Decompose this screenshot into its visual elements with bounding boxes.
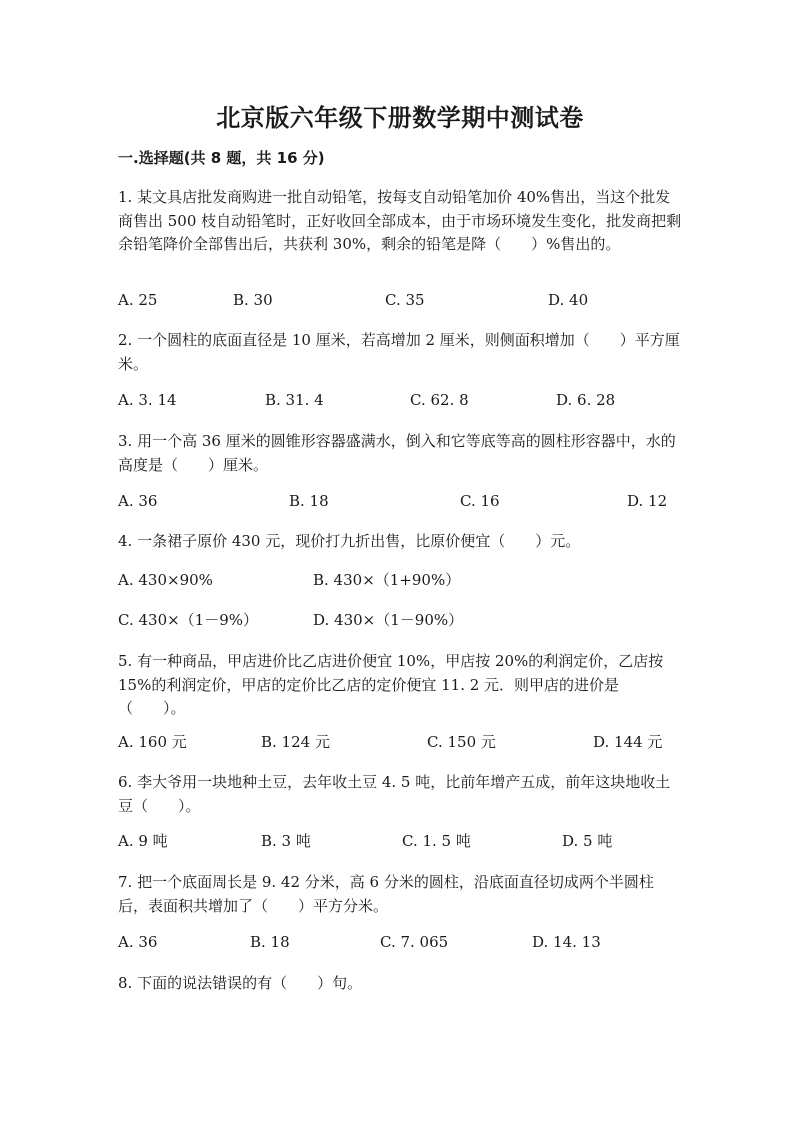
q4-option-d: D. 430×（1－90%） (313, 611, 464, 629)
q5-option-b: B. 124 元 (261, 733, 330, 751)
q6-option-c: C. 1. 5 吨 (402, 832, 471, 850)
q4-option-b: B. 430×（1+90%） (313, 571, 461, 589)
q4-option-a: A. 430×90% (118, 571, 213, 589)
q2-option-d: D. 6. 28 (556, 391, 616, 409)
q1-option-c: C. 35 (385, 291, 425, 309)
q5-option-a: A. 160 元 (118, 733, 187, 751)
q3-option-a: A. 36 (118, 492, 158, 510)
question-4: 4. 一条裙子原价 430 元，现价打九折出售，比原价便宜（ ）元。 (118, 532, 581, 550)
q1-option-d: D. 40 (548, 291, 589, 309)
q7-option-a: A. 36 (118, 933, 158, 951)
q2-option-a: A. 3. 14 (118, 391, 177, 409)
question-1: 1. 某文具店批发商购进一批自动铅笔，按每支自动铅笔加价 40%售出，当这个批发商售出 500 枝自动铅笔时，正好收回全部成本，由于市场环境发生变化，批发商把剩余铅笔降价全部售出后，共获利 30%，剩余的铅笔是降（ ）%售出的。 (118, 188, 682, 253)
q1-option-a: A. 25 (118, 291, 158, 309)
question-6: 6. 李大爷用一块地种土豆，去年收土豆 4. 5 吨，比前年增产五成，前年这块地收土豆（ ）。 (118, 773, 671, 815)
q2-option-c: C. 62. 8 (410, 391, 469, 409)
page-title: 北京版六年级下册数学期中测试卷 (216, 104, 584, 132)
q7-option-d: D. 14. 13 (532, 933, 601, 951)
q4-option-c: C. 430×（1－9%） (118, 611, 259, 629)
q6-option-d: D. 5 吨 (562, 832, 613, 850)
question-5: 5. 有一种商品，甲店进价比乙店进价便宜 10%，甲店按 20%的利润定价，乙店按 15%的利润定价，甲店的定价比乙店的定价便宜 11. 2 元．则甲店的进价是（ ）。 (118, 652, 664, 717)
question-2: 2. 一个圆柱的底面直径是 10 厘米，若高增加 2 厘米，则侧面积增加（ ）平方厘米。 (118, 331, 680, 373)
q6-option-b: B. 3 吨 (261, 832, 311, 850)
q3-option-c: C. 16 (460, 492, 500, 510)
q1-option-b: B. 30 (233, 291, 273, 309)
q7-option-c: C. 7. 065 (380, 933, 449, 951)
q7-option-b: B. 18 (250, 933, 290, 951)
q6-option-a: A. 9 吨 (118, 832, 168, 850)
q2-option-b: B. 31. 4 (265, 391, 324, 409)
question-8: 8. 下面的说法错误的有（ ）句。 (118, 974, 363, 992)
q3-option-d: D. 12 (627, 492, 668, 510)
question-3: 3. 用一个高 36 厘米的圆锥形容器盛满水，倒入和它等底等高的圆柱形容器中，水的高度是（ ）厘米。 (118, 432, 676, 474)
section-heading: 一.选择题(共 8 题，共 16 分) (118, 149, 325, 167)
q5-option-d: D. 144 元 (593, 733, 663, 751)
q5-option-c: C. 150 元 (427, 733, 496, 751)
q3-option-b: B. 18 (289, 492, 329, 510)
question-7: 7. 把一个底面周长是 9. 42 分米，高 6 分米的圆柱，沿底面直径切成两个半圆柱后，表面积共增加了（ ）平方分米。 (118, 873, 654, 915)
